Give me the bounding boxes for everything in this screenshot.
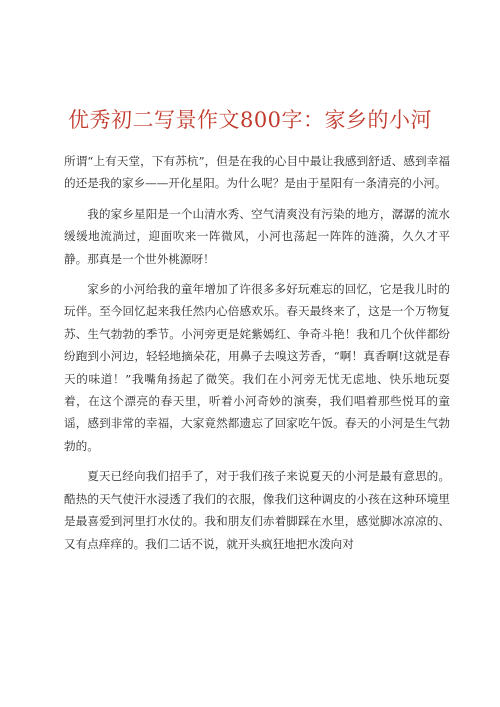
- paragraph-2: 我的家乡星阳是一个山清水秀、空气清爽没有污染的地方，潺潺的流水缓缓地流淌过，迎面吹来一阵微风，小河也荡起一阵阵的涟漪，久久才平静。那真是一个世外桃源呀！: [64, 206, 450, 266]
- document-title: 优秀初二写景作文800字：家乡的小河: [67, 108, 433, 132]
- paragraph-3: 家乡的小河给我的童年增加了许很多多好玩难忘的回忆，它是我儿时的玩伴。至今回忆起来我任然内心倍感欢乐。春天最终来了，这是一个万物复苏、生气勃勃的季节。小河旁更是姹紫嫣红、争奇斗艳！我和几个伙伴都纷纷跑到小河边，轻轻地摘朵花，用鼻子去嗅这芳香，“啊！真香啊!这就是春天的味道！”我嘴角扬起了微笑。我们在小河旁无忧无虑地、快乐地玩耍着，在这个漂亮的春天里，听着小河奇妙的演奏，我们唱着那些悦耳的童谣，感到非常的幸福，大家竟然都遗忘了回家吃午饭。春天的小河是生气勃勃的。: [64, 282, 450, 453]
- document-body: [64, 150, 450, 563]
- paragraph-1: 所谓“上有天堂，下有苏杭”，但是在我的心目中最让我感到舒适、感到幸福的还是我的家乡——开化星阳。为什么呢？是由于星阳有一条清亮的小河。: [64, 154, 450, 191]
- paragraph-4: 夏天已经向我们招手了，对于我们孩子来说夏天的小河是最有意思的。酷热的天气使汗水浸透了我们的衣服，像我们这种调皮的小孩在这种环境里是最喜爱到河里打水仗的。我和朋友们赤着脚踩在水里，感觉脚冰凉凉的、又有点痒痒的。我们二话不说，就开头疯狂地把水泼向对: [64, 469, 450, 551]
